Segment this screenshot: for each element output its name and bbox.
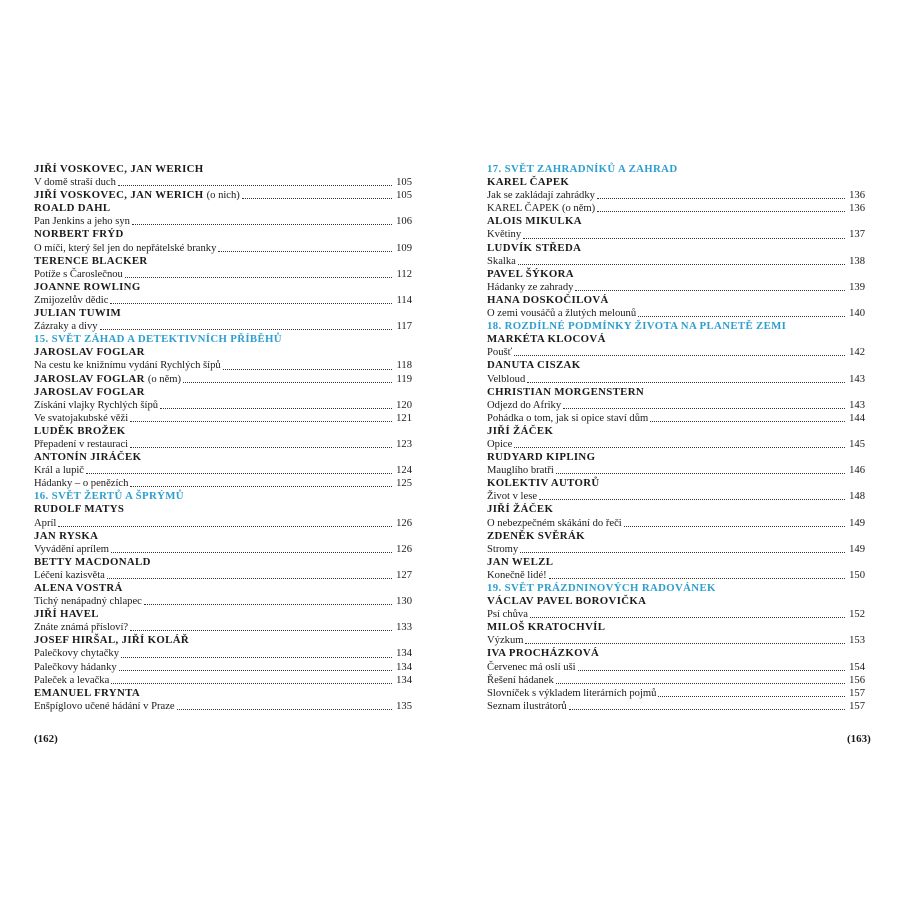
entry-title: Řešení hádanek [487,674,554,686]
author-name: BETTY MACDONALD [34,555,151,568]
page-ref: 154 [849,661,865,673]
toc-entry [487,687,865,700]
author-name: ZDENĚK SVĚRÁK [487,529,585,542]
entry-title: Květiny [487,229,522,241]
right-page-contents [487,163,865,713]
toc-entry [487,346,865,359]
page-ref: 118 [396,360,412,372]
toc-entry [487,464,865,477]
author-name: MILOŠ KRATOCHVÍL [487,621,606,634]
author-name: JOSEF HIRŠAL, JIŘÍ KOLÁŘ [34,634,189,647]
toc-entry [487,490,865,503]
entry-title: Pan Jenkins a jeho syn [34,216,130,228]
toc-entry [34,399,412,412]
dot-leader [125,276,392,278]
author-name: NORBERT FRÝD [34,228,124,241]
dot-leader [118,184,392,186]
author-name: ROALD DAHL [34,202,111,215]
toc-entry [487,412,865,425]
page-number-left: (162) [34,733,58,745]
entry-title: Seznam ilustrátorů [487,700,567,712]
page-number-right: (163) [847,733,871,745]
toc-entry [34,674,412,687]
page-ref: 139 [849,281,865,293]
toc-entry [487,517,865,530]
dot-leader [130,485,392,487]
dot-leader [525,642,845,644]
page-ref: 134 [396,661,412,673]
toc-entry [34,294,412,307]
entry-title: O zemi vousáčů a žlutých melounů [487,308,637,320]
section-heading: 19. SVĚT PRÁZDNINOVÝCH RADOVÁNEK [487,582,716,594]
dot-leader [86,472,392,474]
entry-title: Zmijozelův dědic [34,294,109,306]
dot-leader [111,551,392,553]
page-ref: 144 [849,412,865,424]
author-name [34,189,240,202]
entry-title: Palečkovy chytačky [34,648,120,660]
toc-entry [487,608,865,621]
page-ref: 149 [849,543,865,555]
entry-title: Přepadení v restauraci [34,438,129,450]
dot-leader [597,197,845,199]
page-ref: 153 [849,635,865,647]
toc-entry [34,569,412,582]
page-ref: 119 [396,373,412,385]
dot-leader [638,315,845,317]
entry-title: Stromy [487,543,519,555]
page-ref: 156 [849,674,865,686]
toc-entry [487,373,865,386]
toc-entry [34,647,412,660]
toc-entry [34,268,412,281]
dot-leader [119,669,392,671]
dot-leader [121,656,392,658]
page-ref: 152 [849,609,865,621]
entry-title: Král a lupič [34,465,85,477]
dot-leader [520,551,845,553]
page-ref: 106 [396,216,412,228]
entry-title: Apríl [34,517,57,529]
entry-title: O nebezpečném skákání do řeči [487,517,622,529]
page-ref: 121 [396,412,412,424]
entry-title: Vyvádění aprílem [34,543,110,555]
entry-title: Konečně lidé! [487,569,547,581]
toc-entry [487,438,865,451]
toc-entry [487,700,865,713]
dot-leader [530,616,845,618]
entry-title: Enšpíglovo učené hádání v Praze [34,700,175,712]
dot-leader [107,577,392,579]
entry-title: O míči, který šel jen do nepřátelské branky [34,242,217,254]
entry-title: Pohádka o tom, jak si opice staví dům [487,412,649,424]
entry-title: Ve svatojakubské věži [34,412,129,424]
toc-entry [487,255,865,268]
author-name: JAROSLAV FOGLAR [34,346,145,359]
page-ref: 143 [849,399,865,411]
page-ref: 105 [396,190,412,202]
author-name: EMANUEL FRYNTA [34,686,140,699]
dot-leader [539,498,845,500]
page-ref: 145 [849,438,865,450]
author-name: JAN WELZL [487,555,554,568]
author-name: JIŘÍ ŽÁČEK [487,424,554,437]
page-ref: 117 [396,321,412,333]
entry-title: Slovníček s výkladem literárních pojmů [487,687,657,699]
page-ref: 127 [396,569,412,581]
page-ref: 120 [396,399,412,411]
page-ref: 140 [849,308,865,320]
entry-title: Tichý nenápadný chlapec [34,596,142,608]
dot-leader [58,525,392,527]
author-name: MARKÉTA KLOCOVÁ [487,333,606,346]
author-name: JIŘÍ VOSKOVEC, JAN WERICH [34,163,204,175]
toc-entry [34,359,412,372]
author-name: TERENCE BLACKER [34,254,148,267]
section-heading: 15. SVĚT ZÁHAD A DETEKTIVNÍCH PŘÍBĚHŮ [34,333,282,346]
toc-entry [34,412,412,425]
author-name: KAREL ČAPEK [487,176,570,189]
toc-entry [34,661,412,674]
page-ref: 112 [396,268,412,280]
author-name: ALOIS MIKULKA [487,215,582,228]
page-ref: 130 [396,596,412,608]
author-name: LUDĚK BROŽEK [34,424,126,437]
section-heading: 16. SVĚT ŽERTŮ A ŠPRÝMŮ [34,490,184,503]
author-entry [34,189,412,202]
dot-leader [223,368,392,370]
entry-title: V domě straší duch [34,177,116,189]
toc-entry [34,215,412,228]
toc-entry [487,281,865,294]
page-ref: 105 [396,177,412,189]
toc-entry [487,399,865,412]
dot-leader [523,237,845,239]
toc-entry [34,700,412,713]
page-ref: 133 [396,622,412,634]
dot-leader [218,250,392,252]
page-ref: 136 [849,203,865,215]
toc-entry [487,569,865,582]
toc-entry [34,477,412,490]
entry-title: Výzkum [487,635,524,647]
dot-leader [132,223,392,225]
page-ref: 138 [849,255,865,267]
entry-title: Velbloud [487,373,526,385]
entry-title: Život v lese [487,491,538,503]
page-ref: 143 [849,373,865,385]
page-ref: 136 [849,190,865,202]
author-name-text: JIŘÍ VOSKOVEC, JAN WERICH [34,189,204,202]
entry-title: Zázraky a divy [34,321,98,333]
dot-leader [144,603,392,605]
section-heading: 18. ROZDÍLNÉ PODMÍNKY ŽIVOTA NA PLANETĚ ZEMI [487,320,787,333]
toc-entry [34,438,412,451]
toc-entry [487,674,865,687]
page-ref: 137 [849,229,865,241]
dot-leader [514,446,845,448]
entry-title: Odjezd do Afriky [487,399,562,411]
dot-leader [578,669,845,671]
toc-entry [34,543,412,556]
dot-leader [130,420,392,422]
page-ref: 109 [396,242,412,254]
dot-leader [514,354,845,356]
author-name: PAVEL ŠÝKORA [487,267,574,280]
author-name: IVA PROCHÁZKOVÁ [487,647,600,660]
entry-title: Poušť [487,347,513,359]
toc-entry [34,595,412,608]
toc-entry [487,543,865,556]
author-name: JIŘÍ ŽÁČEK [487,503,554,516]
author-name: JAN RYSKA [34,529,99,542]
toc-entry [34,517,412,530]
dot-leader [556,472,845,474]
author-name: JIŘÍ HAVEL [34,608,99,621]
dot-leader [569,708,845,710]
page-ref: 134 [396,648,412,660]
dot-leader [177,708,392,710]
dot-leader [518,263,845,265]
toc-entry [34,464,412,477]
author-name: KOLEKTIV AUTORŮ [487,477,600,490]
toc-entry [34,621,412,634]
toc-entry [487,661,865,674]
author-name: HANA DOSKOČILOVÁ [487,293,609,306]
toc-entry [34,242,412,255]
dot-leader [624,525,845,527]
toc-entry [487,189,865,202]
toc-entry [34,176,412,189]
toc-entry [487,634,865,647]
section-heading: 17. SVĚT ZAHRADNÍKŮ A ZAHRAD [487,163,678,175]
page-ref: 157 [849,700,865,712]
toc-entry [487,202,865,215]
dot-leader [110,302,392,304]
dot-leader [556,682,845,684]
dot-leader [130,446,392,448]
page-ref: 125 [396,478,412,490]
dot-leader [183,381,392,383]
dot-leader [549,577,845,579]
dot-leader [650,420,845,422]
author-name-text: JAROSLAV FOGLAR [34,372,145,385]
page-ref: 114 [396,294,412,306]
dot-leader [160,407,392,409]
entry-title: Hádanky – o penězích [34,478,129,490]
page-ref: 124 [396,465,412,477]
author-name: LUDVÍK STŘEDA [487,241,582,254]
entry-title: Palečkovy hádanky [34,661,117,673]
dot-leader [658,695,845,697]
entry-title: Léčení kazisvěta [34,569,105,581]
entry-title: Na cestu ke knižnímu vydání Rychlých šípů [34,360,221,372]
author-note: (o nich) [206,190,240,202]
page-ref: 146 [849,465,865,477]
dot-leader [597,210,845,212]
author-name: RUDYARD KIPLING [487,451,596,464]
page-ref: 150 [849,569,865,581]
toc-entry [487,307,865,320]
entry-title: Červenec má oslí uši [487,661,576,673]
page-ref: 142 [849,347,865,359]
author-name: DANUTA CISZAK [487,359,581,372]
dot-leader [242,197,392,199]
page-ref: 126 [396,517,412,529]
entry-title: Znáte známá přísloví? [34,622,129,634]
author-name: CHRISTIAN MORGENSTERN [487,385,645,398]
author-name: JOANNE ROWLING [34,280,141,293]
dot-leader [130,629,392,631]
entry-title: KAREL ČAPEK (o něm) [487,203,596,215]
page-ref: 135 [396,700,412,712]
author-name: JULIAN TUWIM [34,307,122,320]
toc-entry [487,228,865,241]
page-ref: 149 [849,517,865,529]
page-ref: 148 [849,491,865,503]
page-ref: 157 [849,687,865,699]
author-name: RUDOLF MATYS [34,503,125,516]
dot-leader [527,381,845,383]
author-entry [34,373,412,386]
entry-title: Získání vlajky Rychlých šípů [34,399,159,411]
page-ref: 123 [396,438,412,450]
author-note: (o něm) [147,373,182,385]
entry-title: Mauglího bratři [487,465,554,477]
entry-title: Opice [487,438,513,450]
entry-title: Jak se zakládají zahrádky [487,190,595,202]
author-name: VÁCLAV PAVEL BOROVIČKA [487,595,647,608]
author-name [34,373,181,386]
entry-title: Potíže s Čaroslečnou [34,268,123,280]
dot-leader [563,407,845,409]
dot-leader [111,682,392,684]
toc-entry [34,320,412,333]
dot-leader [100,328,392,330]
entry-title: Psí chůva [487,609,528,621]
author-name: ALENA VOSTRÁ [34,582,123,594]
page-ref: 134 [396,674,412,686]
author-name: JAROSLAV FOGLAR [34,385,145,398]
left-page-contents [34,163,412,713]
entry-title: Paleček a levačka [34,674,110,686]
entry-title: Hádanky ze zahrady [487,281,574,293]
entry-title: Skalka [487,255,516,267]
author-name: ANTONÍN JIRÁČEK [34,451,142,464]
page-ref: 126 [396,543,412,555]
dot-leader [575,289,845,291]
